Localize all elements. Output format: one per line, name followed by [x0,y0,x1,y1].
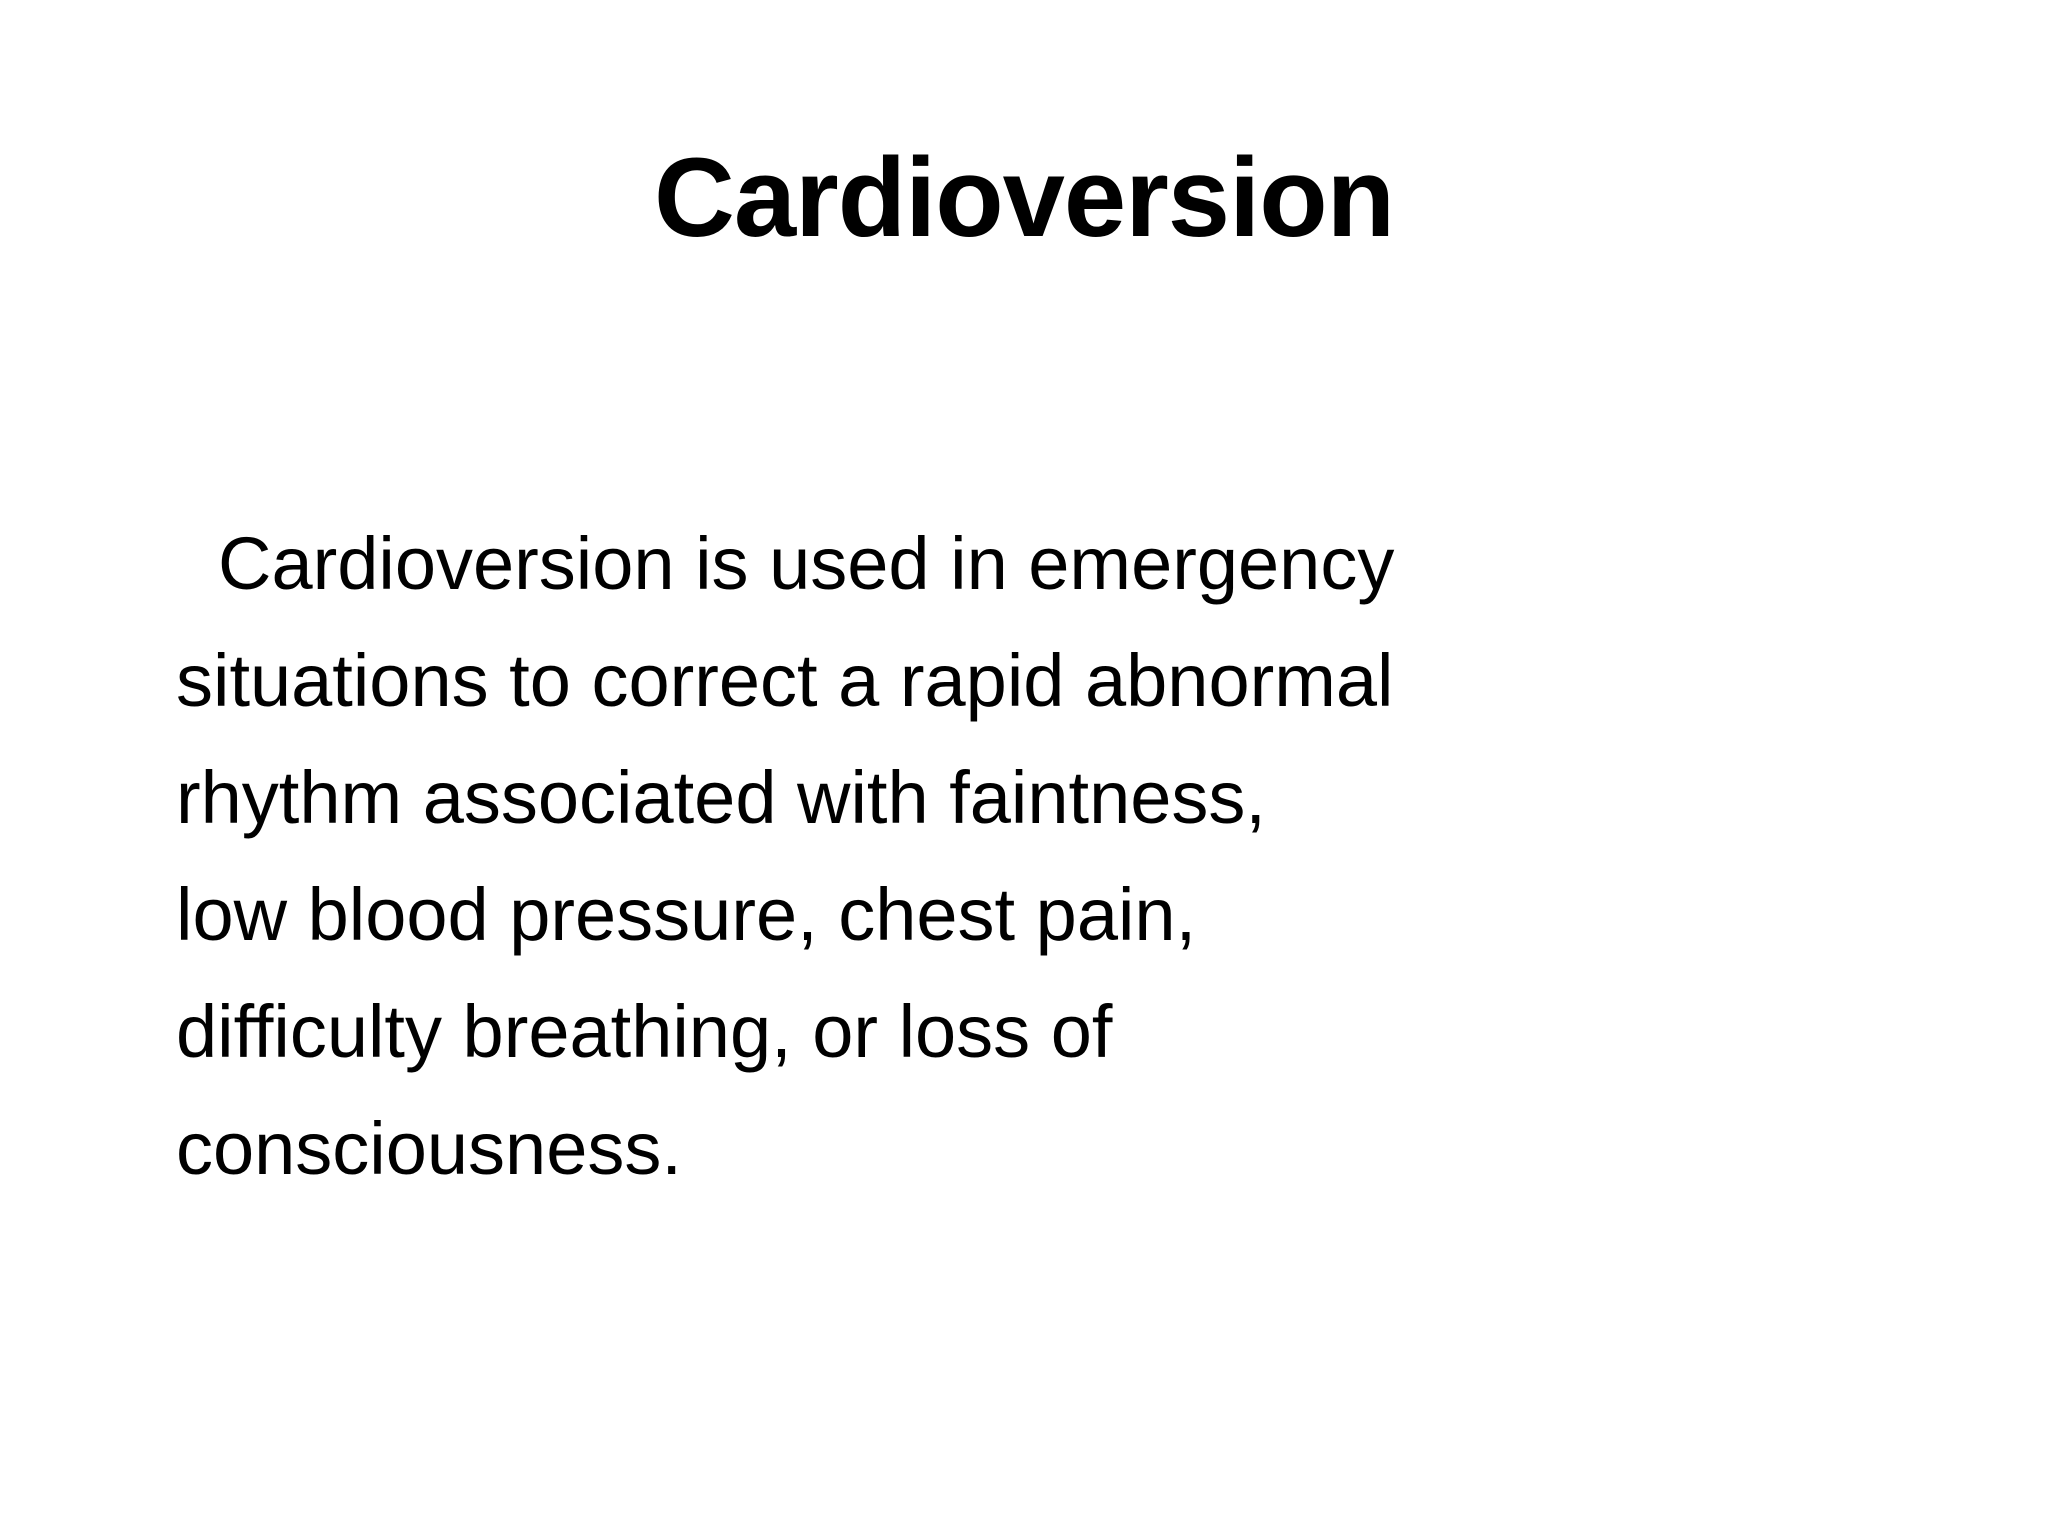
body-line: low blood pressure, chest pain, [176,873,1197,956]
slide-body [176,505,1876,1207]
body-line: consciousness. [176,1107,682,1190]
body-line: difficulty breathing, or loss of [176,990,1113,1073]
body-line: situations to correct a rapid abnormal [176,639,1394,722]
slide-title: Cardioversion [653,135,1395,260]
body-line: Cardioversion is used in emergency [218,522,1395,605]
body-line: rhythm associated with faintness, [176,756,1266,839]
